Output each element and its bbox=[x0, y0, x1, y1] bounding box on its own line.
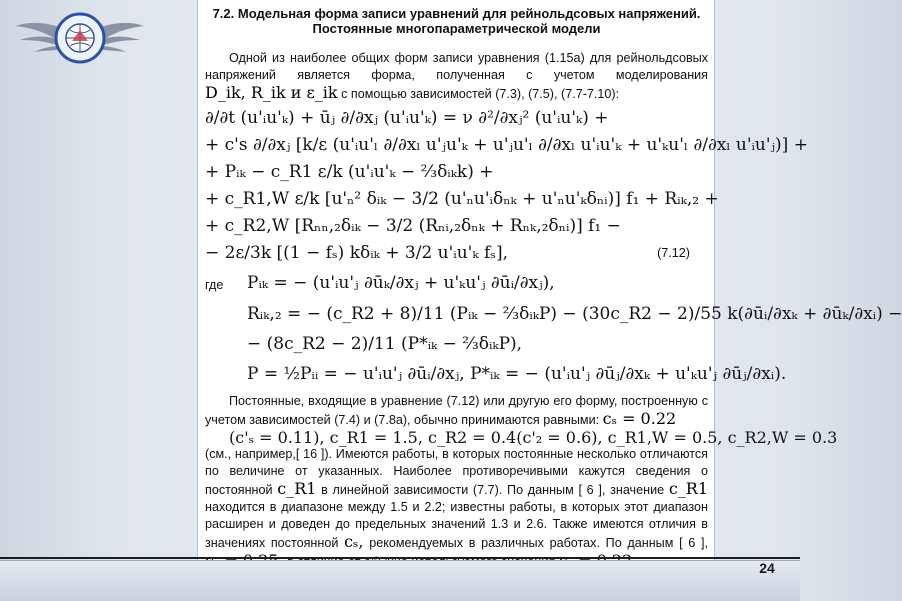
where-row bbox=[205, 267, 708, 299]
equation-line-1: ∂/∂t (u'ᵢu'ₖ) + ūⱼ ∂/∂xⱼ (u'ᵢu'ₖ) = ν ∂²/∂xⱼ² (u'ᵢu'ₖ) + bbox=[205, 108, 609, 128]
where-label: где bbox=[205, 278, 224, 292]
definition-p-ik: Pᵢₖ = − (u'ᵢu'ⱼ ∂ūₖ/∂xⱼ + u'ₖu'ⱼ ∂ūᵢ/∂xⱼ), bbox=[247, 273, 555, 293]
intro-text-b: с помощью зависимостей (7.3), (7.5), (7.7-7.10): bbox=[341, 87, 620, 101]
constants-text-c: в линейной зависимости (7.7). По данным [ 6 ], значение bbox=[321, 483, 665, 497]
equation-line-3: + Pᵢₖ − c_R1 ε/k (u'ᵢu'ₖ − ⅔δᵢₖk) + bbox=[205, 162, 494, 182]
page-number: 24 bbox=[759, 560, 775, 576]
definition-r-ik2-cont: − (8c_R2 − 2)/11 (P*ᵢₖ − ⅔δᵢₖP), bbox=[247, 334, 523, 354]
equation-number: (7.12) bbox=[657, 246, 690, 260]
intro-text-a: Одной из наиболее общих форм записи уравнения (1.15а) для рейнольдсовых напряжений является форма, полученная с учетом моделирования bbox=[205, 51, 708, 82]
constant-cs-value: cₛ = 0.22 bbox=[602, 409, 677, 428]
constants-text-e: рекомендуемых в различных работах. По данным [ 6 ], bbox=[369, 536, 709, 550]
equation-line-4: + c_R1,W ε/k [u'ₙ² δᵢₖ − 3/2 (u'ₙu'ᵢδₙₖ + u'ₙu'ₖδₙᵢ)] f₁ + Rᵢₖ,₂ + bbox=[205, 189, 719, 209]
heading-line-1: 7.2. Модельная форма записи уравнений для рейнольдсовых напряжений. bbox=[212, 6, 701, 21]
equation-line-6-text: − 2ε/3k [(1 − fₛ) kδᵢₖ + 3/2 u'ᵢu'ₖ fₛ], bbox=[205, 243, 509, 263]
intro-math-terms: D_ik, R_ik и ε_ik bbox=[205, 83, 338, 102]
constant-cr1-ref: c_R1 bbox=[277, 479, 317, 498]
definition-r-ik2: Rᵢₖ,₂ = − (c_R2 + 8)/11 (Pᵢₖ − ⅔δᵢₖP) − (30c_R2 − 2)/55 k(∂ūᵢ/∂xₖ + ∂ūₖ/∂xᵢ) − bbox=[247, 304, 902, 324]
definition-p-and-pstar: P = ½Pᵢᵢ = − u'ᵢu'ⱼ ∂ūᵢ/∂xⱼ, P*ᵢₖ = − (u'ᵢu'ⱼ ∂ūⱼ/∂xₖ + u'ₖu'ⱼ ∂ūⱼ/∂xᵢ). bbox=[247, 364, 787, 384]
footer-bar bbox=[0, 560, 800, 601]
equation-line-2: + c's ∂/∂xⱼ [k/ε (u'ᵢu'ₗ ∂/∂xₗ u'ⱼu'ₖ + u'ⱼu'ₗ ∂/∂xₗ u'ᵢu'ₖ + u'ₖu'ₗ ∂/∂xₗ u'ᵢu'ⱼ)] + bbox=[205, 135, 808, 155]
section-heading bbox=[205, 6, 708, 36]
intro-paragraph bbox=[205, 50, 708, 103]
constants-text-b: (см., например,[ 16 ]). Имеются работы, в которых постоянные несколько отличаются по величине от указанных. Наиболее противоречивыми кажутся сведения о постоянной bbox=[205, 447, 708, 497]
constant-cr1-ref-2: c_R1 bbox=[668, 479, 709, 498]
constants-values-line: (c'ₛ = 0.11), c_R1 = 1.5, c_R2 = 0.4(c'₂ = 0.6), c_R1,W = 0.5, c_R2,W = 0.3 bbox=[229, 428, 838, 447]
footer-divider bbox=[0, 557, 800, 559]
equation-line-6 bbox=[205, 240, 708, 267]
equation-7-12 bbox=[205, 105, 808, 267]
heading-line-2: Постоянные многопараметрической модели bbox=[312, 21, 601, 36]
constants-text-d: находится в диапазоне между 1.5 и 2.2; известны работы, в которых этот диапазон расширен и доведен до предельных значений 1.3 и 2.6. Также имеются отличия в значениях постоянной bbox=[205, 500, 708, 550]
constant-cs-ref: cₛ, bbox=[344, 532, 364, 551]
equation-line-5: + c_R2,W [Rₙₙ,₂δᵢₖ − 3/2 (Rₙᵢ,₂δₙₖ + Rₙₖ,₂δₙᵢ)] f₁ − bbox=[205, 216, 621, 236]
university-emblem-logo bbox=[14, 8, 146, 68]
constants-text-a: Постоянные, входящие в уравнение (7.12) или другую его форму, построенную с учетом зависимостей (7.4) и (7.8а), обычно принимаются равными: bbox=[205, 394, 708, 427]
